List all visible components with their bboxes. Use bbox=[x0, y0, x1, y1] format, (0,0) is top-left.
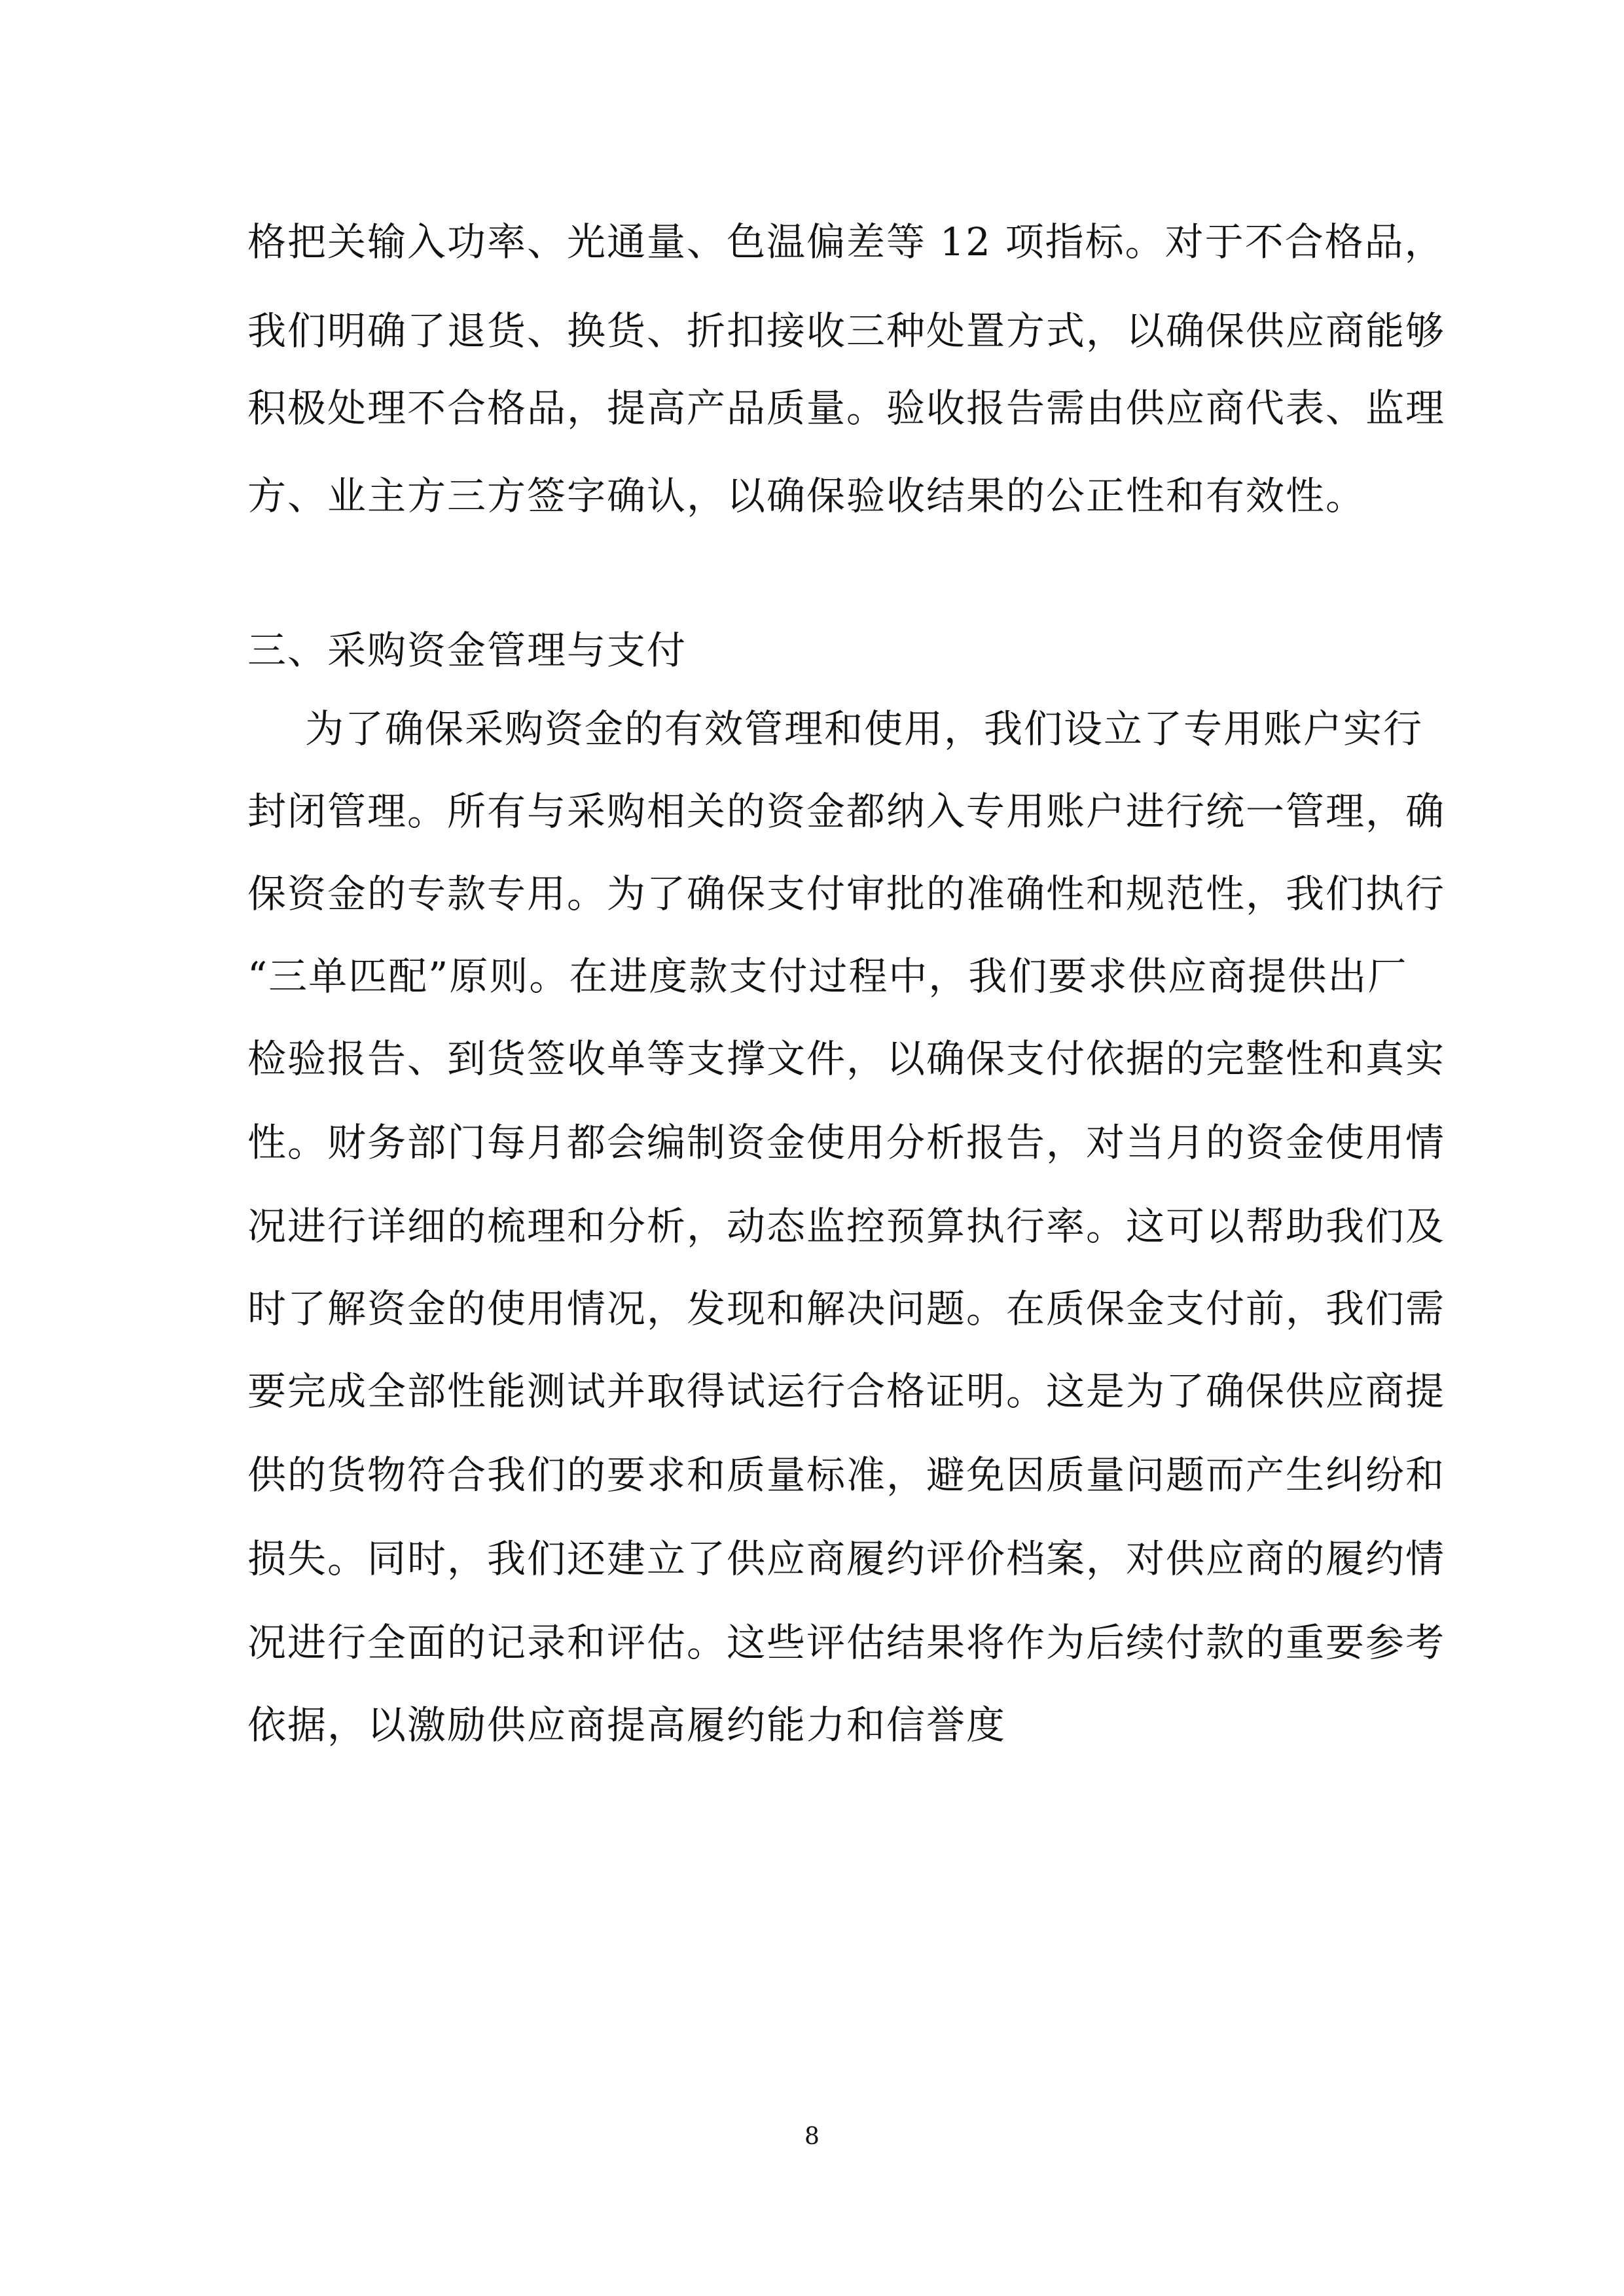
page-number: 8 bbox=[804, 2123, 820, 2150]
text-line: 损失。同时，我们还建立了供应商履约评价档案，对供应商的履约情 bbox=[247, 1536, 1446, 1581]
text-line: 方、业主方三方签字确认，以确保验收结果的公正性和有效性。 bbox=[247, 473, 1366, 518]
text-line: 况进行全面的记录和评估。这些评估结果将作为后续付款的重要参考 bbox=[247, 1620, 1446, 1665]
text-line: 格把关输入功率、光通量、色温偏差等 12 项指标。对于不合格品， bbox=[247, 219, 1445, 264]
text-line: 检验报告、到货签收单等支撑文件，以确保支付依据的完整性和真实 bbox=[247, 1036, 1446, 1081]
text-line: 为了确保采购资金的有效管理和使用，我们设立了专用账户实行 bbox=[305, 706, 1424, 751]
text-line: 况进行详细的梳理和分析，动态监控预算执行率。这可以帮助我们及 bbox=[247, 1204, 1446, 1249]
text-line: 要完成全部性能测试并取得试运行合格证明。这是为了确保供应商提 bbox=[247, 1369, 1446, 1414]
text-line: 积极处理不合格品，提高产品质量。验收报告需由供应商代表、监理 bbox=[247, 386, 1446, 431]
text-line: 依据，以激励供应商提高履约能力和信誉度 bbox=[247, 1702, 1007, 1748]
text-line: 性。财务部门每月都会编制资金使用分析报告，对当月的资金使用情 bbox=[247, 1120, 1446, 1165]
text-line: 封闭管理。所有与采购相关的资金都纳入专用账户进行统一管理，确 bbox=[247, 789, 1446, 834]
text-line: 保资金的专款专用。为了确保支付审批的准确性和规范性，我们执行 bbox=[247, 871, 1446, 916]
text-line: 时了解资金的使用情况，发现和解决问题。在质保金支付前，我们需 bbox=[247, 1286, 1446, 1331]
text-line: “三单匹配”原则。在进度款支付过程中，我们要求供应商提供出厂 bbox=[247, 954, 1408, 999]
text-line: 我们明确了退货、换货、折扣接收三种处置方式，以确保供应商能够 bbox=[247, 308, 1446, 353]
text-line: 供的货物符合我们的要求和质量标准，避免因质量问题而产生纠纷和 bbox=[247, 1452, 1446, 1498]
section-heading: 三、采购资金管理与支付 bbox=[247, 628, 687, 673]
